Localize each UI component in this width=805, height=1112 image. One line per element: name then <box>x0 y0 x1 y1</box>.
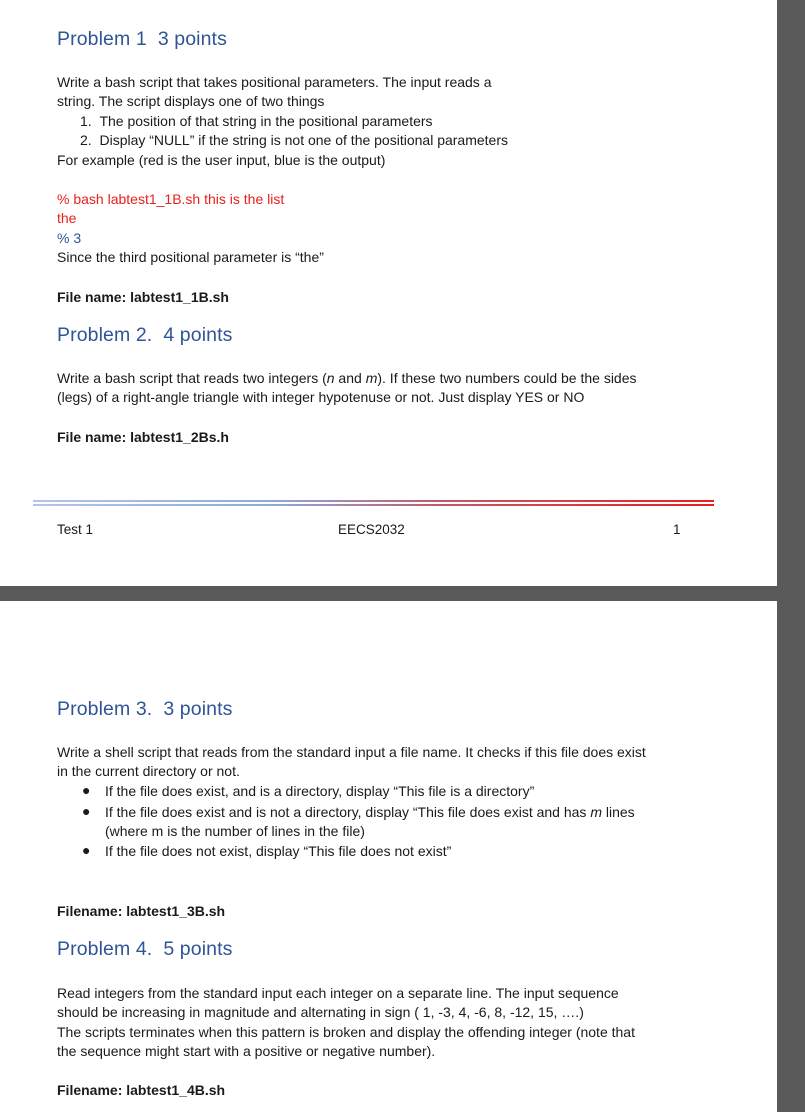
desc-text: ). If these two numbers could be the sides <box>377 370 637 386</box>
desc-text: Write a bash script that reads two integers ( <box>57 370 327 386</box>
footer-rule <box>33 500 714 508</box>
problem-1-command-line: % bash labtest1_1B.sh this is the list <box>57 191 285 207</box>
footer-page-number: 1 <box>673 522 681 537</box>
problem-3-points: 3 points <box>163 698 233 720</box>
problem-2-desc-line2: (legs) of a right-angle triangle with integer hypotenuse or not. Just display YES or NO <box>57 389 585 405</box>
problem-1-user-input: the <box>57 210 77 226</box>
bullet-icon: ● <box>82 803 91 819</box>
problem-2-desc-line1 <box>57 369 637 388</box>
bullet-text: If the file does exist and is not a directory, display “This file does exist and has <box>105 804 591 820</box>
problem-2-title: Problem 2. <box>57 324 153 346</box>
problem-3-bullet-3: If the file does not exist, display “This file does not exist” <box>105 843 452 859</box>
problem-2-heading <box>57 324 232 347</box>
problem-4-desc-line4: the sequence might start with a positive or negative number). <box>57 1043 436 1059</box>
problem-1-output: % 3 <box>57 230 82 246</box>
problem-2-filename: File name: labtest1_2Bs.h <box>57 429 229 445</box>
problem-1-explanation: Since the third positional parameter is “the” <box>57 249 324 265</box>
problem-1-points: 3 points <box>157 28 227 50</box>
problem-3-filename: Filename: labtest1_3B.sh <box>57 903 226 919</box>
footer-left: Test 1 <box>57 522 94 537</box>
problem-3-bullet-2-continued: (where m is the number of lines in the file) <box>105 823 365 839</box>
problem-4-desc-line3: The scripts terminates when this pattern is broken and display the offending integer (note that <box>57 1024 635 1040</box>
problem-1-desc-line1: Write a bash script that takes positional parameters. The input reads a <box>57 74 492 90</box>
problem-1-heading <box>57 28 227 51</box>
problem-3-title: Problem 3. <box>57 698 153 720</box>
problem-3-desc-line2: in the current directory or not. <box>57 763 240 779</box>
bullet-text: lines <box>602 804 635 820</box>
list-number: 2. <box>80 132 92 148</box>
problem-1-desc-line2: string. The script displays one of two things <box>57 93 325 109</box>
problem-4-desc-line1: Read integers from the standard input each integer on a separate line. The input sequence <box>57 985 619 1001</box>
problem-1-title: Problem 1 <box>57 28 147 50</box>
problem-1-example-intro: For example (red is the user input, blue is the output) <box>57 152 386 168</box>
problem-2-points: 4 points <box>163 324 233 346</box>
problem-3-desc-line1: Write a shell script that reads from the standard input a file name. It checks if this file does exist <box>57 744 646 760</box>
problem-3-heading <box>57 698 232 721</box>
problem-3-bullet-1: If the file does exist, and is a directory, display “This file is a directory” <box>105 783 535 799</box>
footer-center: EECS2032 <box>338 522 405 537</box>
bullet-icon: ● <box>82 842 91 858</box>
variable-m: m <box>590 804 602 820</box>
problem-4-points: 5 points <box>163 938 233 960</box>
problem-4-heading <box>57 938 232 961</box>
problem-1-list-item-2 <box>80 131 508 150</box>
problem-4-filename: Filename: labtest1_4B.sh <box>57 1082 226 1098</box>
variable-n: n <box>326 370 335 386</box>
list-text: Display “NULL” if the string is not one of the positional parameters <box>99 132 508 148</box>
variable-m: m <box>365 370 378 386</box>
problem-1-filename: File name: labtest1_1B.sh <box>57 289 229 305</box>
list-text: The position of that string in the positional parameters <box>99 113 433 129</box>
problem-1-list-item-1 <box>80 112 433 131</box>
problem-3-bullet-2 <box>105 803 635 822</box>
document-page-2 <box>0 601 777 1112</box>
desc-text: and <box>334 370 366 386</box>
problem-4-title: Problem 4. <box>57 938 153 960</box>
bullet-icon: ● <box>82 782 91 798</box>
list-number: 1. <box>80 113 92 129</box>
problem-4-desc-line2: should be increasing in magnitude and alternating in sign ( 1, -3, 4, -6, 8, -12, 15, ….) <box>57 1004 584 1020</box>
